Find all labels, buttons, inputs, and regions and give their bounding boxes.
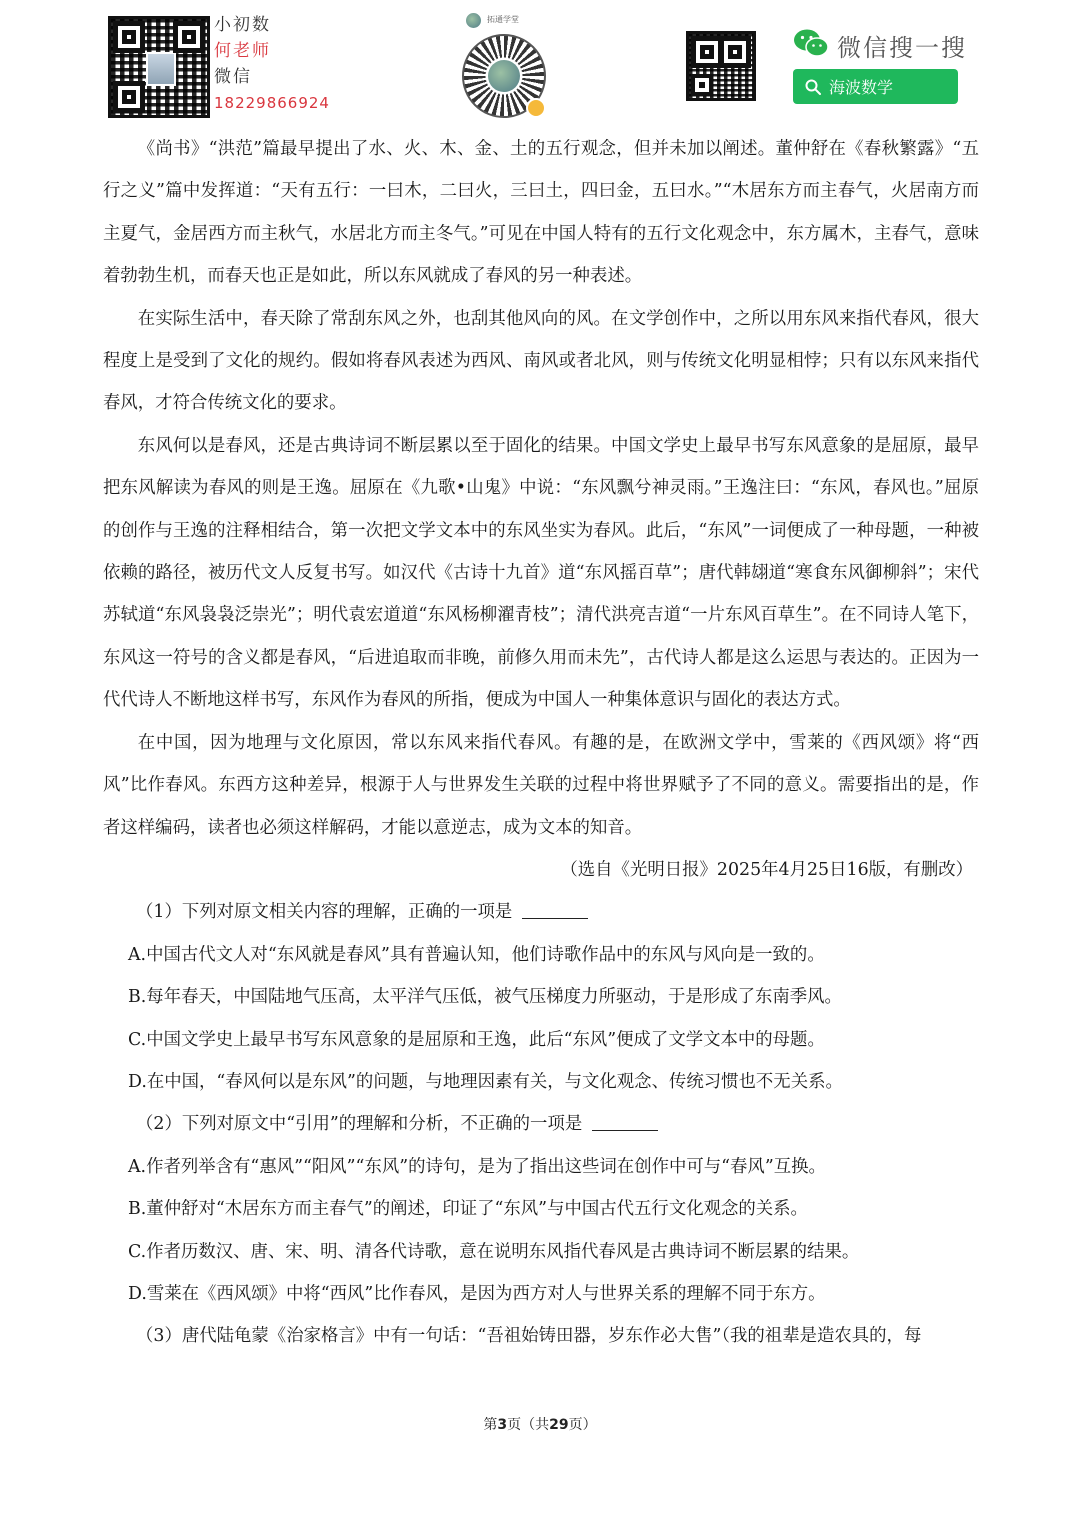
mini-program-name: 拓通学堂 <box>487 15 519 24</box>
page-header <box>0 0 1080 125</box>
mini-program-code <box>462 34 546 118</box>
wechat-search-title: 微信搜一搜 <box>837 34 967 62</box>
page-number: 3 <box>497 1417 508 1433</box>
question-1-option-c: C.中国文学史上最早书写东风意象的是屈原和王逸，此后“东风”便成了文学文本中的母题。 <box>128 1029 825 1050</box>
page-footer: 第3页（共29页） <box>483 1417 597 1433</box>
qr-finder-pattern <box>113 81 145 113</box>
question-2-option-d: D.雪莱在《西风颂》中将“西风”比作春风，是因为西方对人与世界关系的理解不同于东方。 <box>128 1283 826 1304</box>
teacher-photo <box>146 52 176 86</box>
question-2-option-c: C.作者历数汉、唐、宋、明、清各代诗歌，意在说明东风指代春风是古典诗词不断层累的结果。 <box>128 1241 860 1262</box>
question-2-option-b: B.董仲舒对“木居东方而主春气”的阐述，印证了“东风”与中国古代五行文化观念的关系。 <box>128 1199 808 1220</box>
mini-program-logo <box>488 60 520 92</box>
paragraph-cultural-convention: 在实际生活中，春天除了常刮东风之外，也刮其他风向的风。在文学创作中，之所以用东风来指代春风，很大程度上是受到了文化的规约。假如将春风表述为西风、南风或者北风，则与传统文化明显相悖；只有以东风来指代春风，才符合传统文化的要求。 <box>103 308 979 414</box>
paragraph-five-elements: 《尚书》“洪范”篇最早提出了水、火、木、金、土的五行观念，但并未加以阐述。董仲舒在《春秋繁露》“五行之义”篇中发挥道：“天有五行：一曰木，二曰火，三曰土，四曰金，五曰水。”“木居东方而主春气，火居南方而主夏气，金居西方而主秋气，水居北方而主冬气。”可见在中国人特有的五行文化观念中，东方属木，主春气，意味着勃勃生机，而春天也正是如此，所以东风就成了春风的另一种表述。 <box>103 139 979 287</box>
article-source: （选自《光明日报》2025年4月25日16版，有删改） <box>560 859 973 880</box>
question-1-option-b: B.每年春天，中国陆地气压高，太平洋气压低，被气压梯度力所驱动，于是形成了东南季风。 <box>128 987 842 1008</box>
teacher-name: 何老师 <box>214 41 271 61</box>
question-1-option-d: D.在中国，“春风何以是东风”的问题，与地理因素有关，与文化观念、传统习惯也不无关系。 <box>128 1071 843 1092</box>
page-total: 29 <box>549 1417 569 1433</box>
search-icon <box>805 79 821 95</box>
question-2-stem: （2）下列对原文中“引用”的理解和分析，不正确的一项是 <box>103 1103 979 1145</box>
official-account-qr-code <box>686 31 756 101</box>
question-2-option-a: A.作者列举含有“惠风”“阳风”“东风”的诗句，是为了指出这些词在创作中可与“春风”互换。 <box>128 1156 826 1177</box>
teacher-phone: 18229866924 <box>214 94 330 112</box>
question-3-stem: （3）唐代陆龟蒙《治家格言》中有一句话：“吾祖始铸田器，岁东作必大售”（我的祖辈是造农具的，每 <box>136 1326 922 1347</box>
wechat-logo-icon <box>793 28 829 58</box>
teacher-wechat-label: 微信 <box>214 67 252 87</box>
answer-blank <box>592 1112 658 1131</box>
article-body <box>103 128 979 1358</box>
paragraph-east-west-difference: 在中国，因为地理与文化原因，常以东风来指代春风。有趣的是，在欧洲文学中，雪莱的《西风颂》将“西风”比作春风。东西方这种差异，根源于人与世界发生关联的过程中将世界赋予了不同的意义。需要指出的是，作者这样编码，读者也必须这样解码，才能以意逆志，成为文本的知音。 <box>103 732 979 838</box>
mini-program-badge-icon <box>526 98 546 118</box>
qr-finder-pattern <box>691 74 713 96</box>
teacher-subject: 小初数 <box>214 15 271 35</box>
teacher-wechat-qr-code <box>108 16 210 118</box>
mini-program-avatar <box>466 13 481 28</box>
paragraph-poetic-tradition: 东风何以是春风，还是古典诗词不断层累以至于固化的结果。中国文学史上最早书写东风意象的是屈原，最早把东风解读为春风的则是王逸。屈原在《九歌•山鬼》中说：“东风飘兮神灵雨。”王逸注曰：“东风，春风也。”屈原的创作与王逸的注释相结合，第一次把文学文本中的东风坐实为春风。此后，“东风”一词便成了一种母题，一种被依赖的路径，被历代文人反复书写。如汉代《古诗十九首》道“东风摇百草”；唐代韩翃道“寒食东风御柳斜”；宋代苏轼道“东风袅袅泛崇光”；明代袁宏道道“东风杨柳濯青枝”；清代洪亮吉道“一片东风百草生”。在不同诗人笔下，东风这一符号的含义都是春风，“后进追取而非晚，前修久用而未先”，古代诗人都是这么运思与表达的。正因为一代代诗人不断地这样书写，东风作为春风的所指，便成为中国人一种集体意识与固化的表达方式。 <box>103 435 979 711</box>
answer-blank <box>522 900 588 919</box>
search-button[interactable] <box>793 69 958 104</box>
question-1-stem: （1）下列对原文相关内容的理解，正确的一项是 <box>103 891 979 933</box>
search-button-label: 海波数学 <box>829 78 894 97</box>
question-1-option-a: A.中国古代文人对“东风就是春风”具有普遍认知，他们诗歌作品中的东风与风向是一致的。 <box>128 944 825 965</box>
teacher-contact-info <box>214 12 334 116</box>
